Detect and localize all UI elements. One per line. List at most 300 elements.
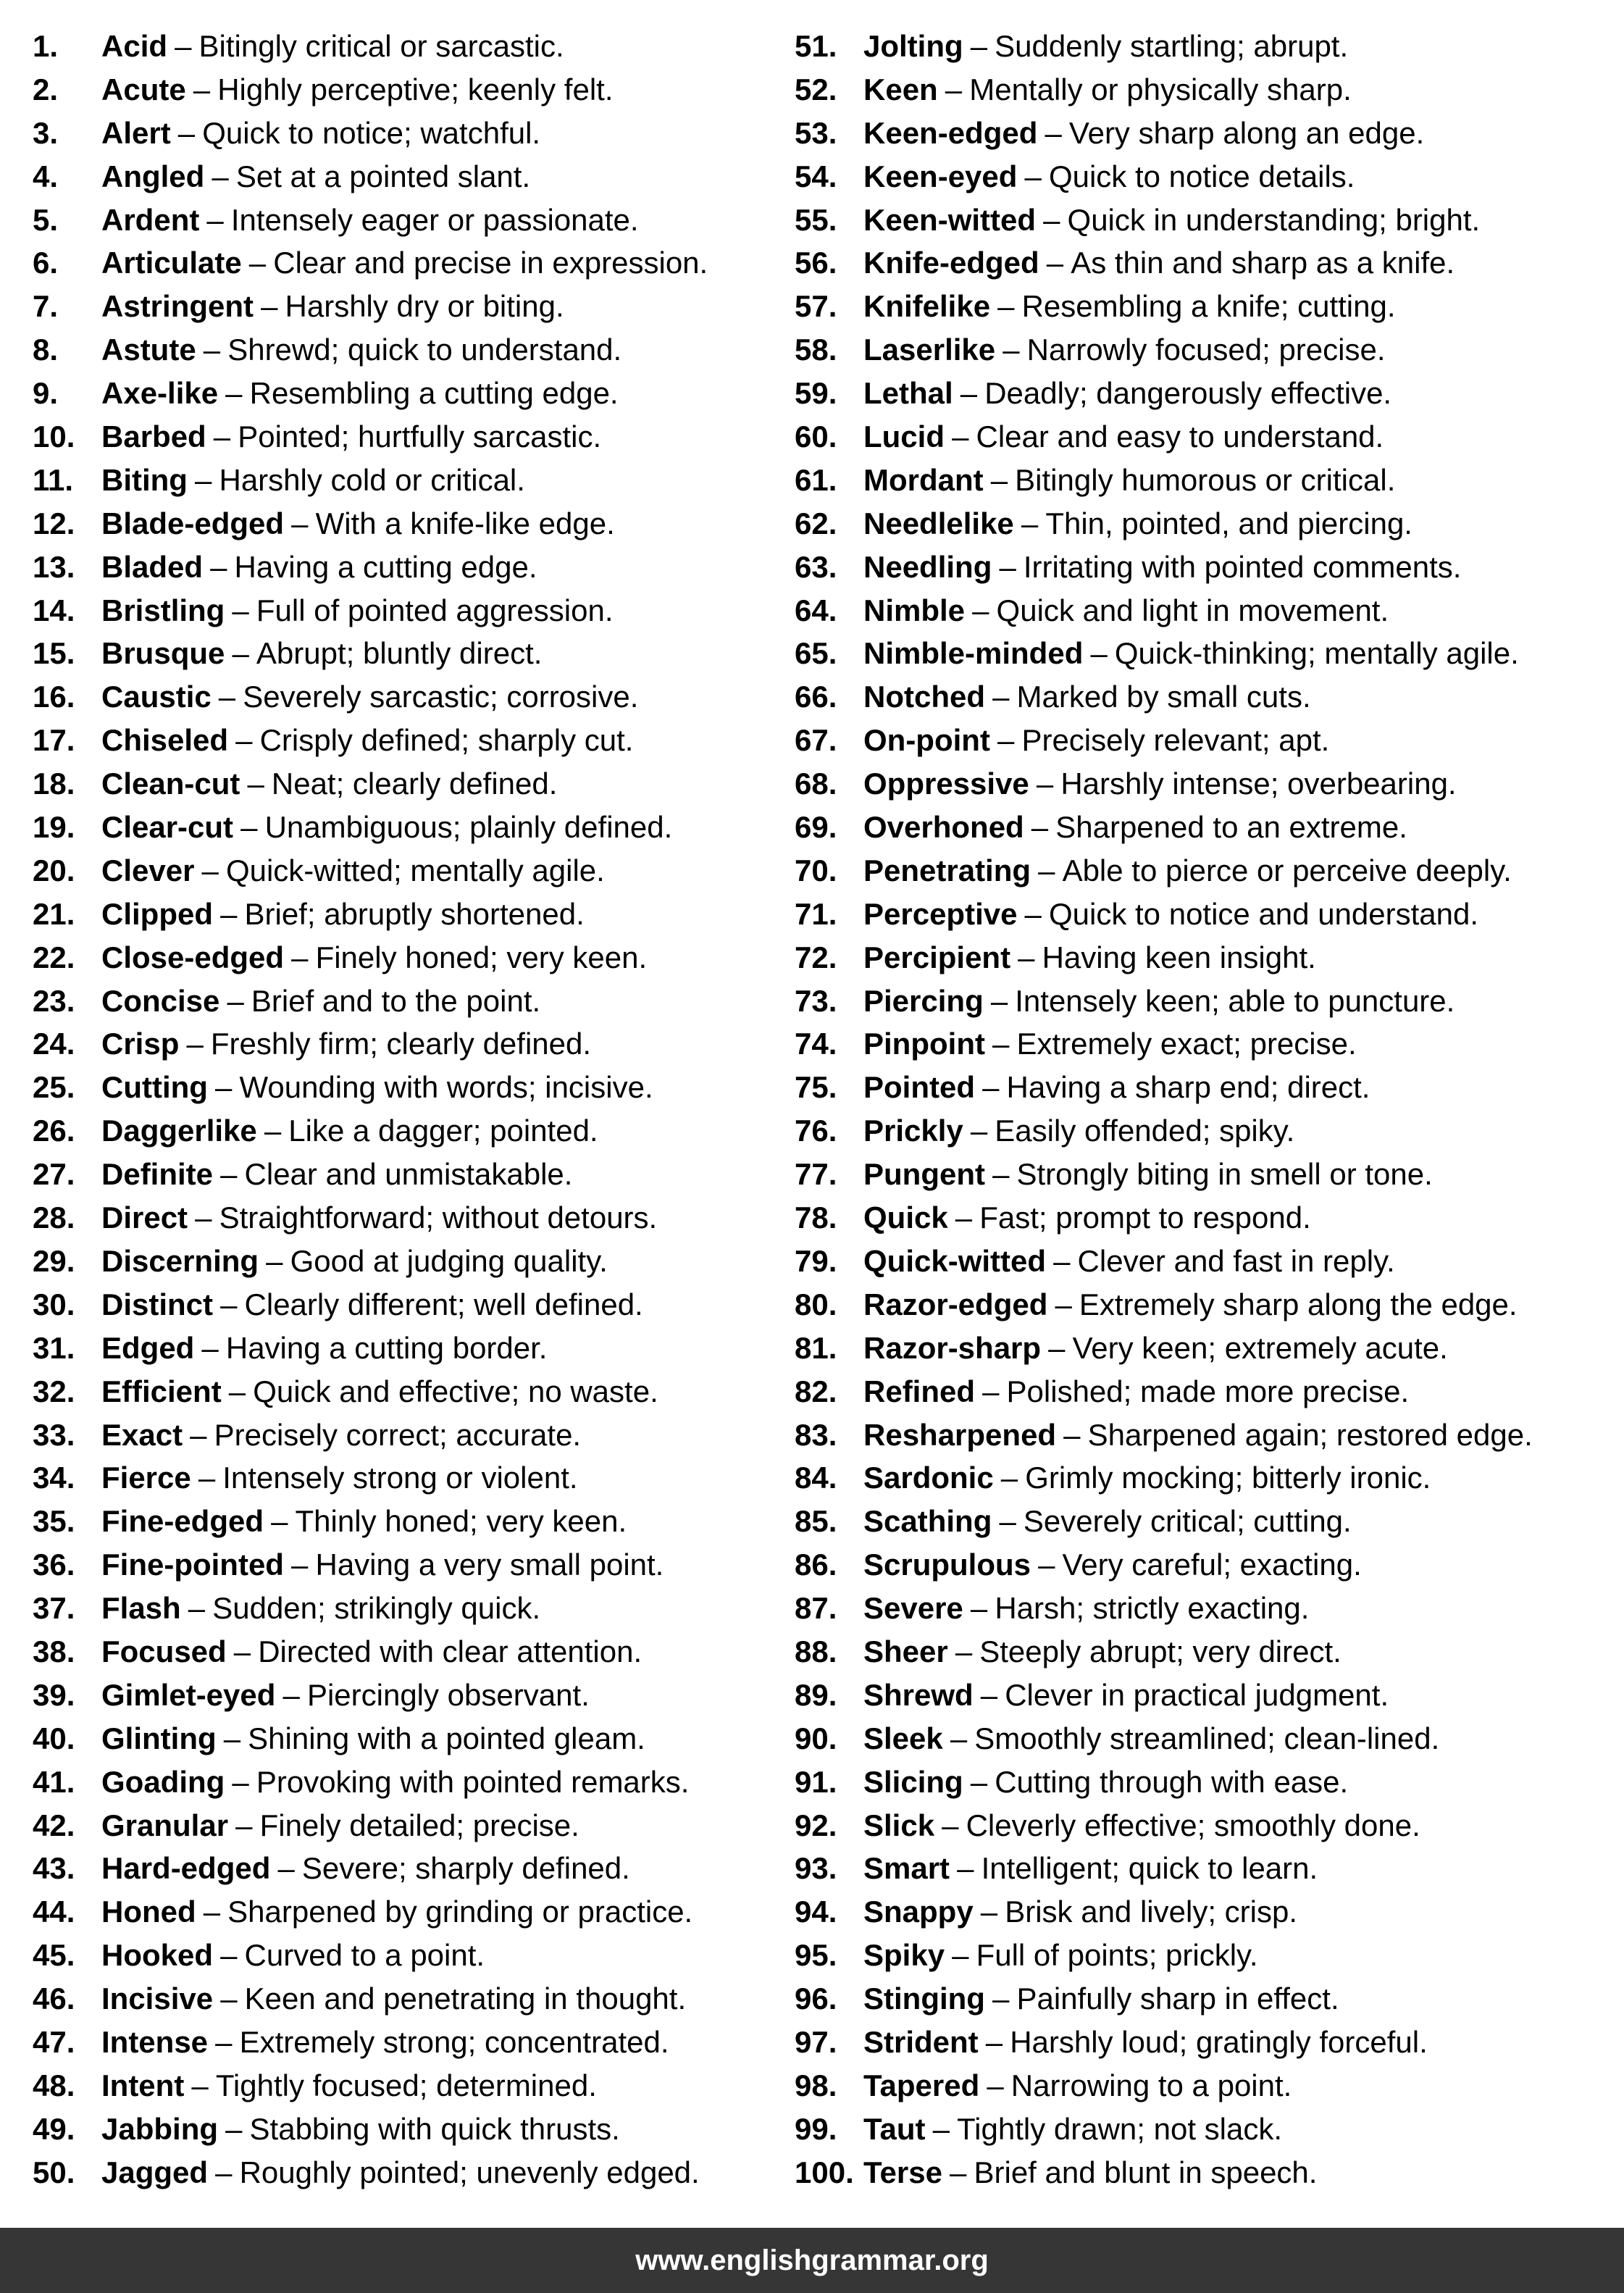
item-definition: Clear and unmistakable. (244, 1157, 573, 1192)
item-number: 13. (33, 549, 75, 584)
item-number: 77. (795, 1157, 837, 1192)
list-item (795, 1543, 1613, 1587)
list-item (33, 1109, 786, 1153)
item-number: 93. (795, 1851, 837, 1886)
item-separator: – (271, 1504, 288, 1539)
item-definition: Resembling a cutting edge. (249, 376, 619, 411)
item-word: Smart (863, 1851, 950, 1886)
item-definition: Sudden; strikingly quick. (212, 1591, 541, 1626)
list-item (795, 1630, 1613, 1674)
item-word: Needling (863, 549, 992, 584)
item-word: Clipped (101, 896, 213, 931)
item-word: Acid (101, 29, 168, 63)
item-text (863, 459, 1395, 502)
item-definition: Having a sharp end; direct. (1006, 1070, 1370, 1105)
item-number: 96. (795, 1981, 837, 2016)
list-item (795, 589, 1613, 632)
item-definition: Quick-witted; mentally agile. (225, 853, 605, 887)
item-definition: Provoking with pointed remarks. (256, 1764, 690, 1799)
list-item (795, 1587, 1613, 1630)
item-definition: Intelligent; quick to learn. (981, 1851, 1318, 1886)
item-text (101, 632, 542, 675)
list-item (33, 1240, 786, 1283)
list-item (33, 1196, 786, 1240)
item-number: 49. (33, 2111, 75, 2146)
list-item (795, 546, 1613, 589)
list-item (795, 806, 1613, 849)
item-number: 22. (33, 940, 75, 974)
item-definition: Wounding with words; incisive. (239, 1070, 653, 1105)
item-number: 27. (33, 1157, 75, 1192)
item-separator: – (1036, 767, 1054, 801)
list-item (33, 1543, 786, 1587)
item-separator: – (220, 1287, 238, 1321)
item-text (101, 1196, 657, 1240)
item-separator: – (201, 853, 219, 887)
item-text (101, 459, 525, 502)
list-item (795, 2064, 1613, 2108)
item-definition: Precisely correct; accurate. (214, 1417, 582, 1452)
item-separator: – (220, 1157, 238, 1192)
item-word: Hooked (101, 1938, 214, 1973)
item-definition: Narrowing to a point. (1010, 2068, 1292, 2102)
item-separator: – (220, 896, 238, 931)
item-word: Clever (101, 853, 195, 887)
list-item (795, 1196, 1613, 1240)
item-number: 19. (33, 810, 75, 845)
list-item (33, 762, 786, 806)
item-text (863, 762, 1457, 806)
list-item (795, 502, 1613, 546)
item-text (863, 632, 1519, 675)
item-definition: Clear and easy to understand. (976, 419, 1384, 454)
list-item (33, 1674, 786, 1717)
list-item (33, 1804, 786, 1847)
item-separator: – (220, 1938, 238, 1973)
item-number: 1. (33, 29, 59, 63)
item-separator: – (215, 2155, 233, 2189)
item-definition: Sharpened again; restored edge. (1087, 1417, 1533, 1452)
item-definition: Good at judging quality. (290, 1243, 608, 1278)
item-definition: Piercingly observant. (306, 1677, 590, 1712)
list-item (33, 806, 786, 849)
item-text (863, 1327, 1448, 1370)
item-text (863, 285, 1396, 328)
item-separator: – (225, 2111, 243, 2146)
item-definition: Full of pointed aggression. (256, 593, 614, 627)
item-definition: Fast; prompt to respond. (979, 1200, 1311, 1235)
list-item (795, 199, 1613, 242)
item-number: 6. (33, 246, 59, 280)
item-word: Astute (101, 333, 196, 367)
item-number: 66. (795, 680, 837, 714)
item-definition: Extremely strong; concentrated. (239, 2024, 669, 2059)
item-separator: – (223, 1721, 241, 1755)
item-separator: – (1048, 1330, 1066, 1365)
item-number: 79. (795, 1243, 837, 1278)
item-definition: Strongly biting in smell or tone. (1016, 1157, 1433, 1192)
item-separator: – (210, 549, 227, 584)
item-word: Focused (101, 1634, 227, 1668)
item-definition: Painfully sharp in effect. (1016, 1981, 1339, 2016)
item-separator: – (1055, 1287, 1072, 1321)
item-text (101, 415, 601, 459)
item-text (101, 1240, 608, 1283)
list-item (33, 1761, 786, 1804)
item-text (863, 1022, 1357, 1066)
item-text (863, 1500, 1352, 1543)
item-separator: – (1063, 1417, 1081, 1452)
item-definition: Quick to notice; watchful. (202, 115, 541, 150)
list-item (795, 1066, 1613, 1109)
item-text (101, 1500, 627, 1543)
item-number: 42. (33, 1808, 75, 1842)
item-text (101, 2108, 620, 2151)
item-number: 39. (33, 1677, 75, 1712)
list-item (33, 1847, 786, 1890)
item-separator: – (990, 983, 1008, 1018)
item-definition: Very sharp along an edge. (1068, 115, 1425, 150)
item-word: Fine-edged (101, 1504, 264, 1539)
item-definition: Curved to a point. (244, 1938, 485, 1973)
footer-website-link[interactable]: www.englishgrammar.org (635, 2244, 989, 2276)
item-definition: Harshly intense; overbearing. (1060, 767, 1457, 801)
item-text (101, 2064, 597, 2108)
item-definition: Harshly loud; gratingly forceful. (1010, 2024, 1428, 2059)
item-number: 87. (795, 1591, 837, 1626)
item-text (863, 2064, 1292, 2108)
item-definition: Sharpened by grinding or practice. (227, 1895, 693, 1929)
list-item (795, 762, 1613, 806)
item-number: 89. (795, 1677, 837, 1712)
item-definition: Set at a pointed slant. (235, 159, 531, 193)
item-separator: – (980, 1677, 998, 1712)
item-word: Definite (101, 1157, 214, 1192)
item-number: 18. (33, 767, 75, 801)
item-number: 97. (795, 2024, 837, 2059)
item-separator: – (232, 636, 249, 671)
item-text (863, 199, 1480, 242)
list-item (33, 589, 786, 632)
item-text (101, 2021, 669, 2064)
item-number: 78. (795, 1200, 837, 1235)
item-text (101, 241, 708, 285)
item-separator: – (1000, 1461, 1018, 1495)
item-word: Astringent (101, 289, 254, 324)
list-item (795, 675, 1613, 719)
item-separator: – (985, 2024, 1003, 2059)
list-item (795, 1674, 1613, 1717)
item-separator: – (1043, 202, 1060, 237)
item-definition: Straightforward; without detours. (219, 1200, 658, 1235)
item-definition: Severely sarcastic; corrosive. (243, 680, 639, 714)
item-number: 74. (795, 1027, 837, 1061)
item-definition: Clearly different; well defined. (244, 1287, 643, 1321)
item-definition: Having a very small point. (315, 1548, 664, 1582)
item-definition: Stabbing with quick thrusts. (249, 2111, 620, 2146)
item-number: 91. (795, 1764, 837, 1799)
item-definition: Marked by small cuts. (1016, 680, 1311, 714)
item-definition: Resembling a knife; cutting. (1021, 289, 1396, 324)
item-word: Intense (101, 2024, 209, 2059)
item-word: Nimble (863, 593, 966, 627)
item-definition: Quick and light in movement. (996, 593, 1389, 627)
item-text (101, 1543, 664, 1587)
list-item (795, 1804, 1613, 1847)
item-number: 82. (795, 1374, 837, 1408)
item-separator: – (957, 1851, 974, 1886)
item-text (863, 2151, 1317, 2194)
item-definition: Brief and blunt in speech. (974, 2155, 1318, 2189)
item-separator: – (997, 723, 1015, 758)
item-number: 40. (33, 1721, 75, 1755)
item-separator: – (228, 1374, 246, 1408)
item-word: Glinting (101, 1721, 217, 1755)
list-item (33, 285, 786, 328)
item-word: Flash (101, 1591, 181, 1626)
list-item (795, 112, 1613, 155)
item-separator: – (195, 462, 212, 497)
list-item (795, 893, 1613, 936)
item-separator: – (261, 289, 278, 324)
item-text (863, 1761, 1348, 1804)
list-item (33, 893, 786, 936)
item-text (863, 112, 1424, 155)
item-number: 9. (33, 376, 59, 411)
item-text (101, 980, 540, 1023)
item-definition: Roughly pointed; unevenly edged. (239, 2155, 700, 2189)
item-definition: Extremely exact; precise. (1016, 1027, 1357, 1061)
item-word: Keen-edged (863, 115, 1038, 150)
item-text (101, 372, 619, 415)
list-item (33, 2151, 786, 2194)
item-separator: – (982, 1374, 1000, 1408)
item-number: 28. (33, 1200, 75, 1235)
item-separator: – (945, 72, 963, 106)
item-text (863, 1370, 1409, 1413)
item-separator: – (232, 1764, 249, 1799)
item-number: 2. (33, 72, 59, 106)
item-separator: – (950, 2155, 967, 2189)
item-number: 95. (795, 1938, 837, 1973)
item-text (101, 1283, 643, 1327)
item-separator: – (942, 1808, 959, 1842)
item-text (863, 1543, 1362, 1587)
list-item (33, 199, 786, 242)
list-item (33, 2021, 786, 2064)
item-definition: Freshly firm; clearly defined. (210, 1027, 592, 1061)
item-word: Intent (101, 2068, 185, 2102)
item-word: Knife-edged (863, 246, 1039, 280)
list-item (795, 1153, 1613, 1196)
item-text (863, 1804, 1420, 1847)
item-word: Clear-cut (101, 810, 234, 845)
list-item (33, 1890, 786, 1934)
item-number: 50. (33, 2155, 75, 2189)
item-number: 3. (33, 115, 59, 150)
item-text (863, 936, 1316, 980)
list-item (795, 1022, 1613, 1066)
item-text (101, 155, 530, 199)
item-separator: – (960, 376, 978, 411)
item-number: 94. (795, 1895, 837, 1929)
item-number: 20. (33, 853, 75, 887)
item-word: Acute (101, 72, 186, 106)
item-separator: – (1046, 246, 1064, 280)
item-text (101, 762, 557, 806)
list-item (795, 1717, 1613, 1761)
list-item (33, 328, 786, 372)
item-word: Keen-witted (863, 202, 1037, 237)
item-word: Razor-sharp (863, 1330, 1042, 1365)
item-text (101, 1022, 591, 1066)
item-text (101, 1327, 547, 1370)
item-separator: – (999, 1504, 1016, 1539)
list-item (33, 1327, 786, 1370)
item-word: Lucid (863, 419, 945, 454)
item-separator: – (264, 1114, 282, 1148)
item-definition: Clever in practical judgment. (1005, 1677, 1389, 1712)
item-definition: Unambiguous; plainly defined. (264, 810, 673, 845)
item-number: 65. (795, 636, 837, 671)
item-number: 100. (795, 2155, 854, 2189)
item-text (101, 2151, 700, 2194)
item-text (101, 719, 633, 762)
list-item (795, 1109, 1613, 1153)
item-separator: – (195, 1200, 212, 1235)
item-separator: – (235, 723, 253, 758)
item-text (863, 1283, 1518, 1327)
item-separator: – (218, 680, 236, 714)
item-word: Close-edged (101, 940, 285, 974)
item-word: Honed (101, 1895, 196, 1929)
item-definition: Shining with a pointed gleam. (248, 1721, 645, 1755)
item-definition: Tightly focused; determined. (215, 2068, 597, 2102)
item-number: 61. (795, 462, 837, 497)
item-text (863, 1674, 1389, 1717)
item-number: 32. (33, 1374, 75, 1408)
item-number: 55. (795, 202, 837, 237)
item-text (101, 1587, 540, 1630)
item-number: 57. (795, 289, 837, 324)
item-word: Clean-cut (101, 767, 240, 801)
item-number: 52. (795, 72, 837, 106)
item-separator: – (198, 1461, 216, 1495)
item-word: Fierce (101, 1461, 191, 1495)
list-item (795, 2151, 1613, 2194)
item-word: Quick-witted (863, 1243, 1047, 1278)
item-definition: Brief; abruptly shortened. (244, 896, 585, 931)
item-separator: – (1045, 115, 1062, 150)
item-text (101, 1717, 645, 1761)
item-definition: Harshly dry or biting. (285, 289, 564, 324)
item-word: Crisp (101, 1027, 180, 1061)
item-word: Knifelike (863, 289, 991, 324)
list-item (33, 1283, 786, 1327)
item-text (101, 68, 614, 112)
item-separator: – (1038, 853, 1055, 887)
item-text (863, 415, 1384, 459)
item-word: Bladed (101, 549, 204, 584)
list-item (795, 1327, 1613, 1370)
item-text (101, 1674, 590, 1717)
item-separator: – (1021, 506, 1039, 540)
item-word: Mordant (863, 462, 984, 497)
item-separator: – (970, 1764, 988, 1799)
item-number: 25. (33, 1070, 75, 1105)
item-word: Exact (101, 1417, 183, 1452)
item-separator: – (240, 810, 258, 845)
item-definition: Steeply abrupt; very direct. (979, 1634, 1342, 1668)
item-number: 90. (795, 1721, 837, 1755)
item-word: Gimlet-eyed (101, 1677, 276, 1712)
item-definition: Severely critical; cutting. (1023, 1504, 1352, 1539)
item-number: 12. (33, 506, 75, 540)
item-number: 29. (33, 1243, 75, 1278)
item-definition: Quick-thinking; mentally agile. (1114, 636, 1519, 671)
item-text (863, 502, 1412, 546)
list-item (33, 1456, 786, 1500)
item-definition: Harsh; strictly exacting. (995, 1591, 1310, 1626)
item-number: 86. (795, 1548, 837, 1582)
item-text (101, 936, 647, 980)
item-separator: – (1031, 810, 1049, 845)
item-word: Sardonic (863, 1461, 994, 1495)
list-item (795, 1500, 1613, 1543)
list-item (33, 1630, 786, 1674)
item-separator: – (177, 115, 196, 150)
item-word: Laserlike (863, 333, 996, 367)
item-number: 80. (795, 1287, 837, 1321)
item-number: 37. (33, 1591, 75, 1626)
item-word: Slick (863, 1808, 935, 1842)
item-separator: – (191, 2068, 209, 2102)
item-definition: Irritating with pointed comments. (1023, 549, 1462, 584)
item-number: 88. (795, 1634, 837, 1668)
list-item (33, 719, 786, 762)
item-word: Resharpened (863, 1417, 1057, 1452)
item-text (863, 806, 1407, 849)
item-separator: – (235, 1808, 253, 1842)
item-word: Fine-pointed (101, 1548, 284, 1582)
item-text (863, 1977, 1339, 2021)
item-separator: – (980, 1895, 998, 1929)
item-text (863, 1717, 1439, 1761)
item-number: 5. (33, 202, 59, 237)
item-number: 92. (795, 1808, 837, 1842)
item-number: 21. (33, 896, 75, 931)
list-item (33, 1500, 786, 1543)
item-text (101, 1977, 686, 2021)
item-definition: Grimly mocking; bitterly ironic. (1025, 1461, 1431, 1495)
item-text (863, 1630, 1342, 1674)
item-definition: Smoothly streamlined; clean-lined. (974, 1721, 1440, 1755)
item-separator: – (1024, 159, 1042, 193)
item-number: 53. (795, 115, 837, 150)
item-separator: – (950, 1721, 968, 1755)
item-number: 70. (795, 853, 837, 887)
item-separator: – (982, 1070, 1000, 1105)
item-definition: Sharpened to an extreme. (1055, 810, 1407, 845)
item-text (863, 25, 1348, 68)
item-word: Granular (101, 1808, 229, 1842)
item-number: 56. (795, 246, 837, 280)
item-word: Prickly (863, 1114, 963, 1148)
list-item (795, 980, 1613, 1023)
item-separator: – (970, 1114, 988, 1148)
item-number: 35. (33, 1504, 75, 1539)
item-number: 46. (33, 1981, 75, 2016)
